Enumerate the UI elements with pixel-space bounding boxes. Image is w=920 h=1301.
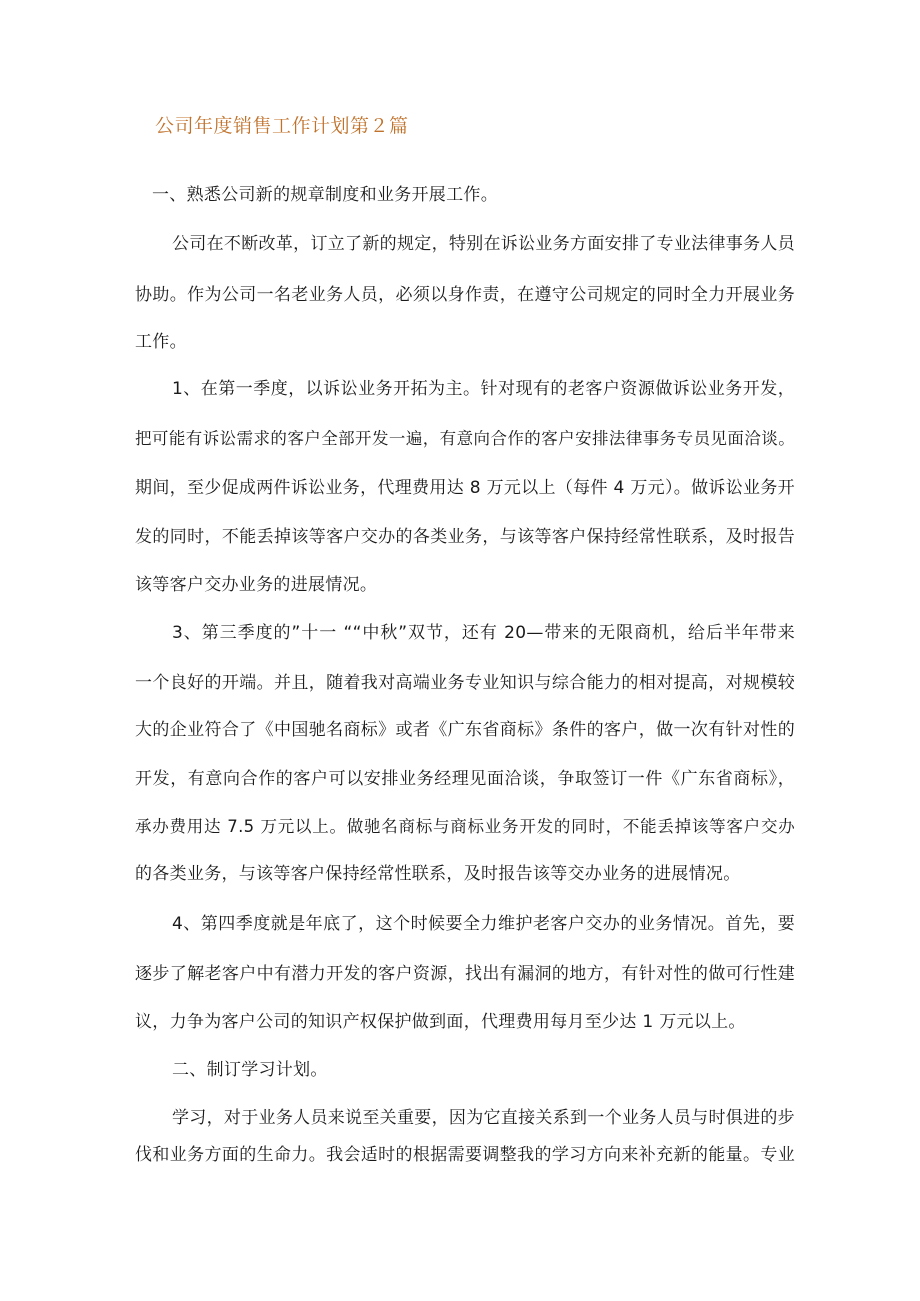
- paragraph-line: 学习，对于业务人员来说至关重要，因为它直接关系到一个业务人员与时俱进的步: [172, 1108, 795, 1128]
- paragraph-line: 工作。: [135, 332, 187, 352]
- paragraph-line: 4、第四季度就是年底了，这个时候要全力维护老客户交办的业务情况。首先，要: [172, 914, 795, 934]
- paragraph-line: 1、在第一季度，以诉讼业务开拓为主。针对现有的老客户资源做诉讼业务开发，: [172, 379, 795, 399]
- paragraph-line: 期间，至少促成两件诉讼业务，代理费用达 8 万元以上（每件 4 万元）。做诉讼业务开: [135, 478, 795, 498]
- paragraph-line: 大的企业符合了《中国驰名商标》或者《广东省商标》条件的客户，做一次有针对性的: [135, 720, 795, 740]
- paragraph-line: 伐和业务方面的生命力。我会适时的根据需要调整我的学习方向来补充新的能量。专业: [135, 1145, 795, 1165]
- paragraph-line: 的各类业务，与该等客户保持经常性联系，及时报告该等交办业务的进展情况。: [135, 864, 741, 884]
- paragraph-line: 逐步了解老客户中有潜力开发的客户资源，找出有漏洞的地方，有针对性的做可行性建: [135, 964, 795, 984]
- paragraph-line: 议，力争为客户公司的知识产权保护做到面，代理费用每月至少达 1 万元以上。: [135, 1012, 746, 1032]
- paragraph-line: 发的同时，不能丢掉该等客户交办的各类业务，与该等客户保持经常性联系，及时报告: [135, 527, 795, 547]
- paragraph-line: 开发，有意向合作的客户可以安排业务经理见面洽谈，争取签订一件《广东省商标》，: [135, 769, 795, 789]
- paragraph-line: 一个良好的开端。并且，随着我对高端业务专业知识与综合能力的相对提高，对规模较: [135, 673, 795, 693]
- paragraph-line: 3、第三季度的”十一 ““中秋”双节，还有 20—带来的无限商机，给后半年带来: [172, 623, 795, 643]
- paragraph-line: 把可能有诉讼需求的客户全部开发一遍，有意向合作的客户安排法律事务专员见面洽谈。: [135, 429, 795, 448]
- section-heading-2: 二、制订学习计划。: [172, 1060, 328, 1080]
- section-heading-1: 一、熟悉公司新的规章制度和业务开展工作。: [152, 185, 498, 205]
- paragraph-line: 承办费用达 7.5 万元以上。做驰名商标与商标业务开发的同时，不能丢掉该等客户交办: [135, 817, 795, 836]
- paragraph-line: 公司在不断改革，订立了新的规定，特别在诉讼业务方面安排了专业法律事务人员: [172, 234, 795, 254]
- paragraph-line: 该等客户交办业务的进展情况。: [135, 575, 378, 595]
- document-title: 公司年度销售工作计划第２篇: [155, 115, 409, 137]
- paragraph-line: 协助。作为公司一名老业务人员，必须以身作责，在遵守公司规定的同时全力开展业务: [135, 285, 795, 305]
